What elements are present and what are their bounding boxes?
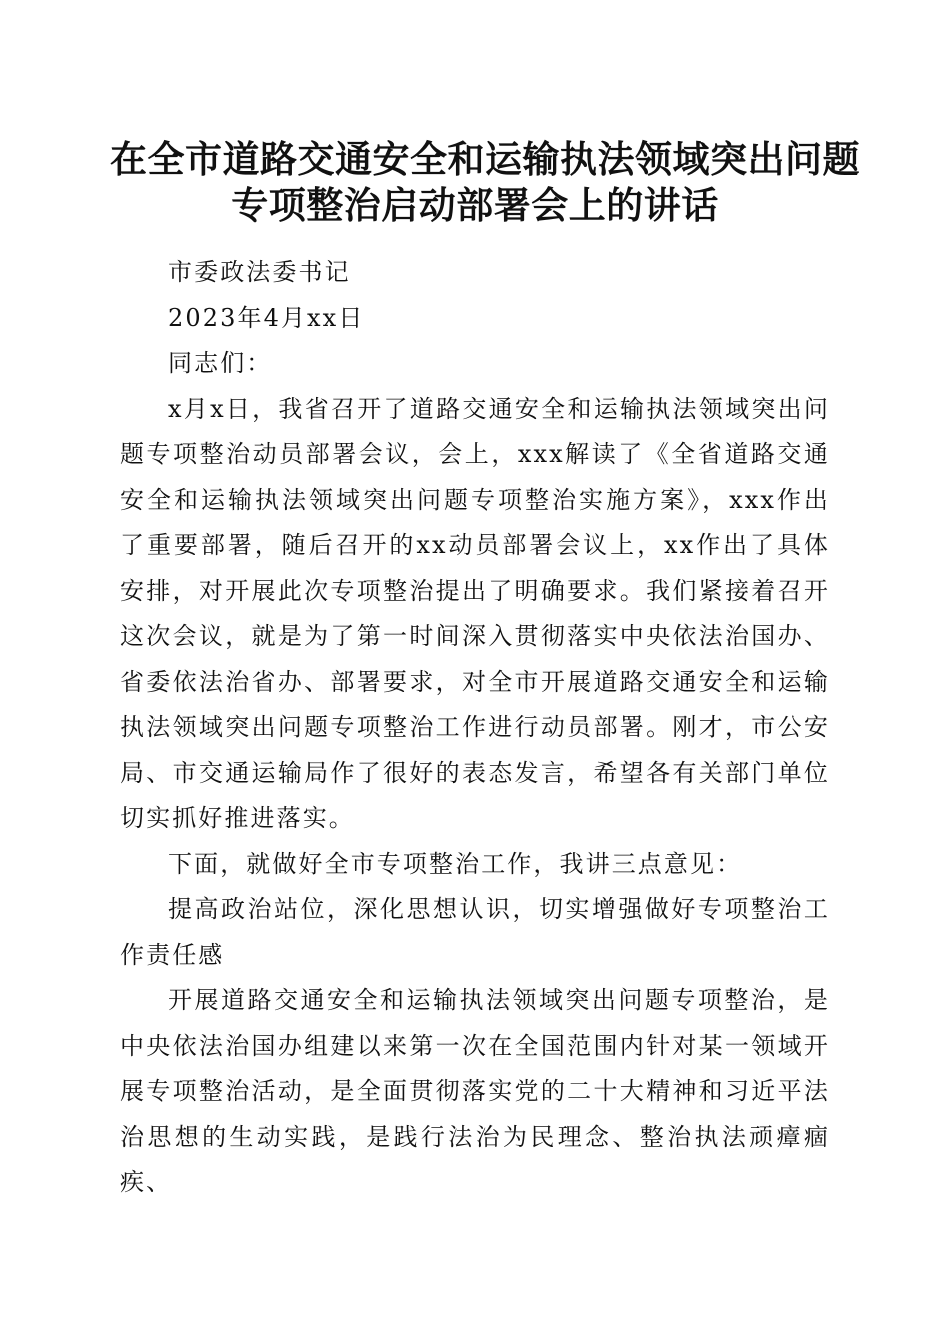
section-heading: 提高政治站位，深化思想认识，切实增强做好专项整治工作责任感	[120, 895, 830, 969]
body-paragraph: x月x日，我省召开了道路交通安全和运输执法领域突出问题专项整治动员部署会议，会上，xxx解读了《全省道路交通安全和运输执法领域突出问题专项整治实施方案》，xxx作出了重要部署，随后召开的xx动员部署会议上，xx作出了具体安排，对开展此次专项整治提出了明确要求。我们紧接着召开这次会议，就是为了第一时间深入贯彻落实中央依法治国办、省委依法治省办、部署要求，对全市开展道路交通安全和运输执法领域突出问题专项整治工作进行动员部署。刚才，市公安局、市交通运输局作了很好的表态发言，希望各有关部门单位切实抓好推进落实。	[120, 394, 830, 832]
salutation: 同志们：	[168, 349, 273, 377]
document-title-line1: 在全市道路交通安全和运输执法领域突出问题	[110, 137, 860, 181]
body-paragraph: 开展道路交通安全和运输执法领域突出问题专项整治，是中央依法治国办组建以来第一次在全国范围内针对某一领域开展专项整治活动，是全面贯彻落实党的二十大精神和习近平法治思想的生动实践，是践行法治为民理念、整治执法顽瘴痼疾、	[120, 986, 830, 1196]
document-title-line2: 专项整治启动部署会上的讲话	[231, 183, 719, 227]
speaker-line: 市委政法委书记	[168, 258, 351, 286]
body-paragraph: 下面，就做好全市专项整治工作，我讲三点意见：	[168, 849, 743, 878]
document-body	[120, 250, 830, 1206]
date-line: 2023年4月xx日	[168, 303, 365, 332]
